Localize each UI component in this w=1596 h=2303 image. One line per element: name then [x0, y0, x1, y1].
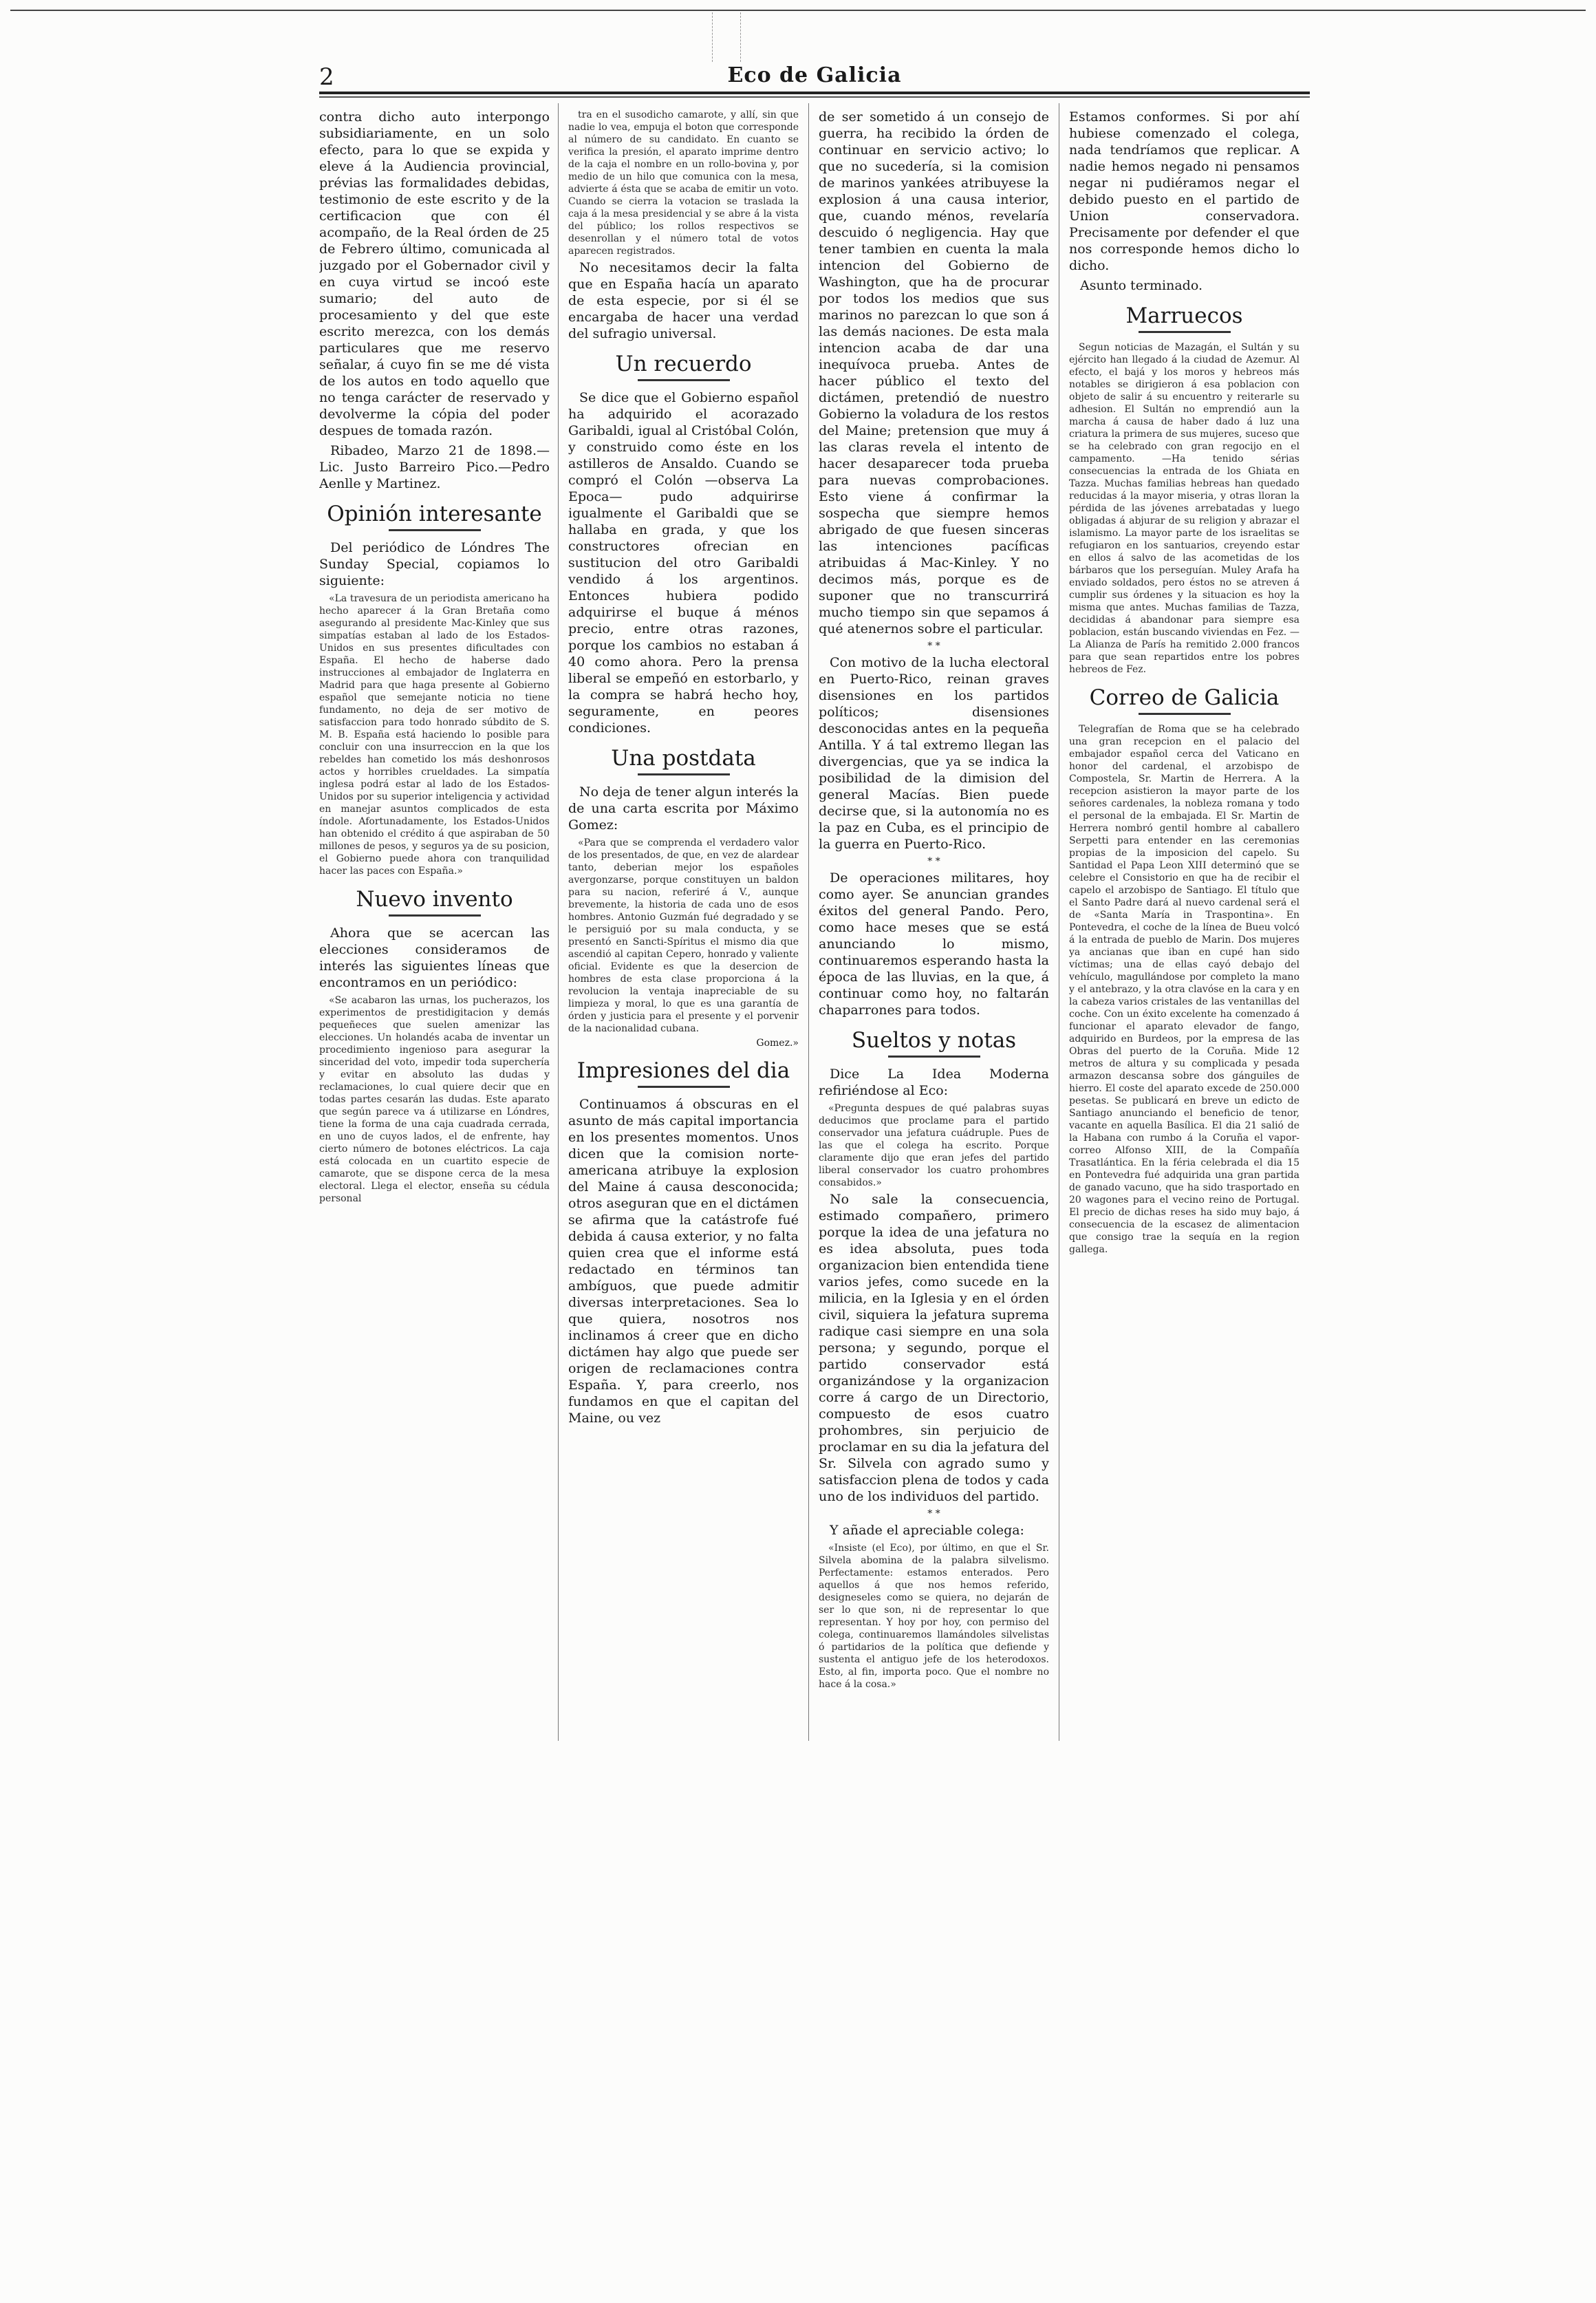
invento-closing: No necesitamos decir la falta que en España hacía un aparato de esta especie, por si él se encargaba de hacer una verdad del sufragio universal. [568, 260, 799, 341]
title-underline [389, 914, 481, 917]
page-header [319, 63, 1310, 94]
colega-quote: «Insiste (el Eco), por último, en que el Sr. Silvela abomina de la palabra silvelismo. Perfectamente: estamos enterados. Pero aquellos á que nos hemos referido, designeseles como se quiera, no dejarán de ser lo que son, ni de representar lo que representan. Y hoy por hoy, con permiso del colega, continuaremos llamándoles silvelistas ó partidarios de la política que defiende y sustenta el antiguo jefe de los heterodoxos. Esto, al fin, importa poco. Que el nombre no hace á la cosa.» [819, 1543, 1049, 1690]
title-underline [888, 1056, 980, 1058]
sueltos-intro: Dice La Idea Moderna refiriéndose al Eco: [819, 1067, 1049, 1098]
column-divider [808, 103, 809, 1741]
continued-article-text: contra dicho auto interpongo subsidiariamente, en un solo efecto, para lo que se expida y eleve á la Audiencia provincial, prévias las formalidades debidas, testimonio de este escrito y de la certificacion que con él acompaño, de la Real órden de 25 de Febrero último, comunicada al juzgado por el Gobernador civil y en cuya virtud se incoó este sumario; del auto de procesamiento y del que este escrito merezca, con los demás particulares que me reservo señalar, á cuyo fin se me dé vista de los autos en todo aquello que no tenga carácter de reservado y devolverme la cópia del poder despues de tomada razón. [319, 109, 550, 438]
puerto-rico-text: Con motivo de la lucha electoral en Puerto-Rico, reinan graves disensiones en los partidos políticos; disensiones desconocidas antes en la pequeña Antilla. Y á tal extremo llegan las divergencias, que ya se indica la posibilidad de la dimision del general Macías. Bien puede decirse que, si la autonomía no es la paz en Cuba, es el principio de la guerra en Puerto-Rico. [819, 655, 1049, 852]
title-underline [638, 1086, 730, 1088]
top-border-rule [10, 10, 1586, 11]
column-3 [819, 109, 1049, 1774]
continued-quote-text: tra en el susodicho camarote, y allí, sin que nadie lo vea, empuja el boton que corresponde al número de su candidato. En cuanto se verifica la presión, el aparato imprime dentro de la caja el nombre en un rollo-bovina y, por medio de un hilo que comunica con la mesa, advierte á ésta que se acaba de emitir un voto. Cuando se cierra la votacion se traslada la caja á la mesa presidencial y se abre á la vista del público; los rollos respectivos se desenrollan y el número total de votos aparecen registrados. [568, 109, 799, 257]
impresiones-text: Continuamos á obscuras en el asunto de más capital importancia en los presentes momentos. Unos dicen que la comision norte-americana atribuye la explosion del Maine á causa desconocida; otros aseguran que en el dictámen se afirma que la catástrofe fué debida á causa exterior, y no falta quien crea que el informe está redactado en términos tan ambíguos, que puede admitir diversas interpretaciones. Sea lo que quiera, nosotros nos inclinamos á creer que en dicho dictámen hay algo que puede ser origen de reclamaciones contra España. Y, para creerlo, nos fundamos en que el capitan del Maine, ou vez [568, 1097, 799, 1426]
sueltos-ending: Asunto terminado. [1080, 278, 1203, 293]
section-title-marruecos: Marruecos [1125, 303, 1243, 328]
column-divider [558, 103, 559, 1741]
operaciones-text: De operaciones militares, hoy como ayer. Se anuncian grandes éxitos del general Pando. Pero, como hace meses que se está anunciando lo mismo, continuaremos esperando hasta la época de las lluvias, en la que, á continuar como hoy, no faltarán chaparrones para todos. [819, 870, 1049, 1018]
separator-stars: * * [927, 856, 940, 867]
separator-stars: * * [927, 1508, 940, 1519]
invento-quote: «Se acabaron las urnas, los pucherazos, los experimentos de prestidigitacion y demás pequeñeces que suelen amenizar las elecciones. Un holandés acaba de inventar un procedimiento ingenioso para asegurar la sinceridad del voto, impedir toda superchería y evitar en absoluto las dudas y reclamaciones, lo cual quiere decir que en todas partes cesarán las dudas. Este aparato que según parece va á utilizarse en Lóndres, tiene la forma de una caja cuadrada cerrada, en uno de cuyos lados, el de enfrente, hay cierto número de botones eléctricos. La caja está colocada en un cuartito especie de camarote, que se dispone cerca de la mesa electoral. Llega el elector, enseña su cédula personal [319, 995, 550, 1204]
section-title-opinion: Opinión interesante [327, 502, 542, 526]
article-signature: Ribadeo, Marzo 21 de 1898.—Lic. Justo Barreiro Pico.—Pedro Aenlle y Martinez. [319, 443, 550, 491]
postdata-intro: No deja de tener algun interés la de una carta escrita por Máximo Gomez: [568, 784, 799, 833]
colega-intro: Y añade el apreciable colega: [830, 1523, 1024, 1538]
marruecos-text: Segun noticias de Mazagán, el Sultán y su ejército han llegado á la ciudad de Azemur. Al efecto, el bajá y los moros y hebreos más notables se dirigieron á esa poblacion con objeto de salir á su encuentro y reiterarle su adhesion. El Sultán no emprendió aun la marcha á causa de haber dado á luz una criatura la primera de sus mujeres, suceso que se ha celebrado con gran regocijo en el campamento. —Ha tenido sérias consecuencias la entrada de los Ghiata en Tazza. Muchas familias hebreas han quedado reducidas á la mayor miseria, y otras lloran la pérdida de las jóvenes arrebatadas y luego obligadas á abjurar de su religion y abrazar el islamismo. La mayor parte de los israelitas se refugiaron en los santuarios, creyendo estar en ellos á salvo de las acometidas de los bárbaros que los perseguían. Muley Arafa ha enviado soldados, pero éstos no se atreven á cumplir sus órdenes y la situacion es hoy la misma que antes. Muchas familias de Tazza, decididas á abandonar para siempre esa poblacion, están buscando viviendas en Fez. —La Alianza de París ha remitido 2.000 francos para que sean repartidos entre los pobres hebreos de Fez. [1069, 342, 1300, 675]
section-title-sueltos: Sueltos y notas [851, 1028, 1017, 1053]
binding-mark [712, 12, 741, 62]
postdata-signature: Gomez.» [756, 1038, 799, 1049]
title-underline [1139, 331, 1231, 333]
section-title-recuerdo: Un recuerdo [615, 352, 752, 376]
section-title-impresiones: Impresiones del dia [576, 1058, 790, 1083]
correo-text: Telegrafían de Roma que se ha celebrado una gran recepcion en el palacio del embajador español cerca del Vaticano en honor del cardenal, el arzobispo de Compostela, Sr. Martin de Herrera. A la recepcion asistieron la mayor parte de los señores cardenales, la nobleza romana y todo el personal de la embajada. El Sr. Martin de Herrera nombró gentil hombre al caballero Serpetti para entender en las ceremonias propias de la imposicion del capelo. Su Santidad el Papa Leon XIII determinó que se celebre el Consistorio en que ha de recibir el capelo el arzobispo de Santiago. El título que el Santo Padre dará al nuevo cardenal será el de «Santa María in Traspontina». En Pontevedra, el coche de la línea de Bueu volcó á la entrada de pueblo de Marin. Dos mujeres ya ancianas que iban en cupé han sido víctimas; una de ellas cayó debajo del vehículo, magullándose por completo la mano y el antebrazo, y la otra clavóse en la cara y en la cabeza varios cristales de las ventanillas del coche. Con un éxito excelente ha comenzado á funcionar el aparato elevador de fango, adquirido en Burdeos, por la empresa de las Obras del puerto de la Coruña. Mide 12 metros de altura y su complicada y pesada armazon descansa sobre dos gánguiles de hierro. El coste del aparato excede de 250.000 pesetas. Se publicará en breve un edicto de Santiago anunciando el beneficio de tenor, vacante en aquella Basílica. El dia 21 salió de la Habana con rumbo á la Coruña el vapor-correo Alfonso XIII, de la Compañía Trasatlántica. En la féria celebrada el dia 15 en Pontevedra fué adquirida una gran partida de ganado vacuno, que ha sido trasportado en 20 wagones para el vecino reino de Portugal. El precio de dichas reses ha sido muy bajo, á consecuencia de la escasez de alimentacion que consigo trae la sequía en la region gallega. [1069, 724, 1300, 1255]
header-rule-secondary [319, 96, 1310, 98]
opinion-quote: «La travesura de un periodista americano ha hecho aparecer á la Gran Bretaña como asegurando al presidente Mac-Kinley que sus simpatías estaban al lado de los Estados-Unidos en sus presentes dificultades con España. El hecho de haberse dado instrucciones al embajador de Inglaterra en Madrid para que haga presente al Gobierno español que semejante noticia no tiene fundamento, no deja de ser motivo de satisfaccion para todo honrado súbdito de S. M. B. España está haciendo lo posible para concluir con una insurreccion en la que los rebeldes han cometido los más deshonrosos actos y horribles crueldades. La simpatía inglesa podrá estar al lado de los Estados-Unidos por su superior inteligencia y actividad en manejar asuntos complicados de esta índole. Afortunadamente, los Estados-Unidos han obtenido el crédito á que aspiraban de 50 millones de pesos, y seguros ya de su posicion, el Gobierno puede ahora con tranquilidad hacer las paces con España.» [319, 593, 550, 877]
column-1 [319, 109, 550, 1774]
header-rule [319, 92, 1310, 94]
invento-intro: Ahora que se acercan las elecciones consideramos de interés las siguientes líneas que encontramos en un periódico: [319, 925, 550, 990]
newspaper-title: Eco de Galicia [727, 63, 902, 87]
column-4 [1069, 109, 1300, 1774]
title-underline [389, 529, 481, 531]
title-underline [638, 379, 730, 381]
opinion-intro: Del periódico de Lóndres The Sunday Special, copiamos lo siguiente: [319, 540, 550, 588]
continued-impresiones-text: de ser sometido á un consejo de guerra, ha recibido la órden de continuar en servicio activo; lo que no sucedería, si la comision de marinos yankées atribuyese la explosion á una causa interior, que, cuando ménos, revelaría descuido ó negligencia. Hay que tener tambien en cuenta la mala intencion del Gobierno de Washington, que ha de procurar por todos los medios que sus marinos no parezcan lo que son á las demás naciones. De esta mala intencion acaba de dar una inequívoca prueba. Antes de hacer público el texto del dictámen, pretendió de nuestro Gobierno la voladura de los restos del Maine; pretension que muy á las claras revela el intento de hacer desaparecer toda prueba para nuevas comprobaciones. Esto viene á confirmar la sospecha que siempre hemos abrigado de que fuesen sinceras las intenciones pacíficas atribuidas á Mac-Kinley. Y no decimos más, porque es de suponer que no transcurrirá mucho tiempo sin que sepamos á qué atenernos sobre el particular. [819, 109, 1049, 636]
page-number: 2 [319, 63, 334, 91]
section-title-correo: Correo de Galicia [1089, 685, 1280, 710]
continued-sueltos-text: Estamos conformes. Si por ahí hubiese comenzado el colega, nada tendríamos que replicar. A nadie hemos negado ni pensamos negar ni pudiéramos negar el debido puesto en el partido de Union conservadora. Precisamente por defender el que nos corresponde hemos dicho lo dicho. [1069, 109, 1300, 273]
postdata-quote: «Para que se comprenda el verdadero valor de los presentados, de que, en vez de alardear tanto, deberian mejor los españoles avergonzarse, porque constituyen un baldon para su nacion, referiré á V., aunque brevemente, la historia de cada uno de esos hombres. Antonio Guzmán fué degradado y se le persiguió por su mala conducta, y se presentó en Sancti-Spíritus el mismo dia que ascendió al capitan Cepero, honrado y valiente oficial. Evidente es que la desercion de hombres de esta clase proporciona á la revolucion la ventaja inapreciable de su limpieza y moral, lo que es una garantía de órden y justicia para el presente y el porvenir de la nacionalidad cubana. [568, 837, 799, 1034]
recuerdo-text: Se dice que el Gobierno español ha adquirido el acorazado Garibaldi, igual al Cristóbal Colón, y construido como éste en los astilleros de Ansaldo. Cuando se compró el Colón —observa La Epoca— pudo adquirirse igualmente el Garibaldi que se hallaba en grada, y que los constructores ofrecian en sustitucion del otro Garibaldi vendido á los argentinos. Entonces hubiera podido adquirirse el buque á ménos precio, entre otras razones, porque los cambios no estaban á 40 como ahora. Pero la prensa liberal se empeñó en estorbarlo, y la compra se habrá hecho hoy, seguramente, en peores condiciones. [568, 390, 799, 736]
title-underline [1139, 713, 1231, 715]
section-title-invento: Nuevo invento [356, 887, 513, 912]
section-title-postdata: Una postdata [611, 746, 756, 771]
sueltos-quote: «Pregunta despues de qué palabras suyas deducimos que proclame para el partido conservador una jefatura cuádruple. Pues de las que el colega ha escrito. Porque claramente dijo que eran jefes del partido liberal conservador los cuatro prohombres consabidos.» [819, 1103, 1049, 1188]
sueltos-text: No sale la consecuencia, estimado compañero, primero porque la idea de una jefatura no es idea absoluta, pues toda organizacion bien entendida tiene varios jefes, como sucede en la milicia, en la Iglesia y en el órden civil, siquiera la jefatura suprema radique casi siempre en una sola persona; y segundo, porque el partido conservador está organizándose y la organizacion corre á cargo de un Directorio, compuesto de esos cuatro prohombres, sin perjuicio de proclamar en su dia la jefatura del Sr. Silvela con agrado sumo y satisfaccion plena de todos y cada uno de los individuos del partido. [819, 1192, 1049, 1504]
separator-stars: * * [927, 641, 940, 652]
column-2 [568, 109, 799, 1774]
title-underline [638, 773, 730, 775]
